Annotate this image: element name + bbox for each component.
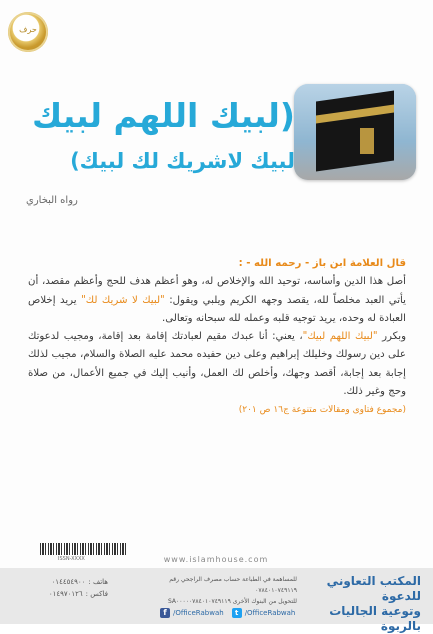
fax-label: فاكس : — [85, 590, 108, 598]
contacts — [8, 576, 108, 600]
facebook-link[interactable] — [160, 608, 224, 618]
isbn: ISSN-XXXX — [58, 556, 85, 562]
paragraph-1b: يريد إخلاص العبادة له وحده، يريد توجيه قلبه وعمله لله سبحانه وتعالى. — [28, 294, 406, 324]
website-link[interactable]: www.islamhouse.com — [163, 555, 269, 564]
bank-line-1: للمساهمة في الطباعة حساب مصرف الراجحي رقم ٠٧٨٤٠١٠٧٤٩١١٩ — [169, 576, 297, 594]
quote-1: "لبيك لا شريك لك" — [81, 294, 165, 306]
logo-text: حرف — [19, 25, 37, 34]
page-subtitle: لبيك لاشريك لك لبيك) — [70, 149, 295, 173]
bank-info — [127, 574, 297, 607]
barcode — [40, 543, 126, 555]
twitter-icon: t — [232, 608, 242, 618]
org-line-2: وتوعية الجاليات بالربوة — [329, 604, 421, 633]
hadith-source: رواه البخاري — [26, 195, 78, 206]
bank-line-2: للتحويل من البنوك الأخرى SA٠٠٠٠٠٧٨٤٠١٠٧٤٩١١٩ — [168, 598, 297, 605]
organization-name — [305, 574, 421, 634]
social-links — [160, 608, 295, 618]
kaaba-image — [294, 84, 416, 180]
body-text — [28, 255, 406, 420]
reference: (مجموع فتاوى ومقالات متنوعة ج١٦ ص ٢٠١) — [238, 405, 406, 416]
facebook-icon: f — [160, 608, 170, 618]
author-line: قال العلامة ابن باز - رحمه الله - : — [238, 258, 406, 269]
twitter-link[interactable] — [232, 608, 296, 618]
phone-number: ٠١٤٤٥٤٩٠٠ — [51, 578, 86, 586]
fax-number: ٠١٤٩٧٠١٢٦ — [48, 590, 83, 598]
phone-label: هاتف : — [88, 578, 108, 586]
paragraph-2a: وبكرر — [382, 331, 406, 343]
org-line-1: المكتب التعاوني للدعوة — [326, 574, 421, 603]
facebook-handle: /OfficeRabwah — [173, 609, 224, 617]
logo-icon — [8, 12, 48, 52]
page-title: (لبيك اللهم لبيك — [31, 96, 295, 135]
paragraph-2b: ، يعني: أنا عبدك مقيم لعبادتك إقامة بعد إقامة، ومجيب لدعوتك على دين رسولك وخليلك إبراهيم وعلى دين حفيده محمد عليه الصلاة والسلام، مجيب لذلك إجابة بعد إجابة، أقصد وجهك، وأخلص لك العمل، وأنيب إليك في جميع الأعمال، من صلاة وحج وغير ذلك. — [28, 331, 406, 398]
footer — [0, 568, 433, 633]
quote-2: "لبيك اللهم لبيك" — [302, 331, 378, 343]
twitter-handle: /OfficeRabwah — [244, 609, 296, 617]
paragraph-1a: أصل هذا الدين وأساسه، توحيد الله والإخلاص له، وهو أعظم هدف للحج وأعظم مقصد، أن يأتي العبد مخلصاً لله، يقصد وجهه الكريم ويلبي ويقول: — [28, 276, 406, 306]
